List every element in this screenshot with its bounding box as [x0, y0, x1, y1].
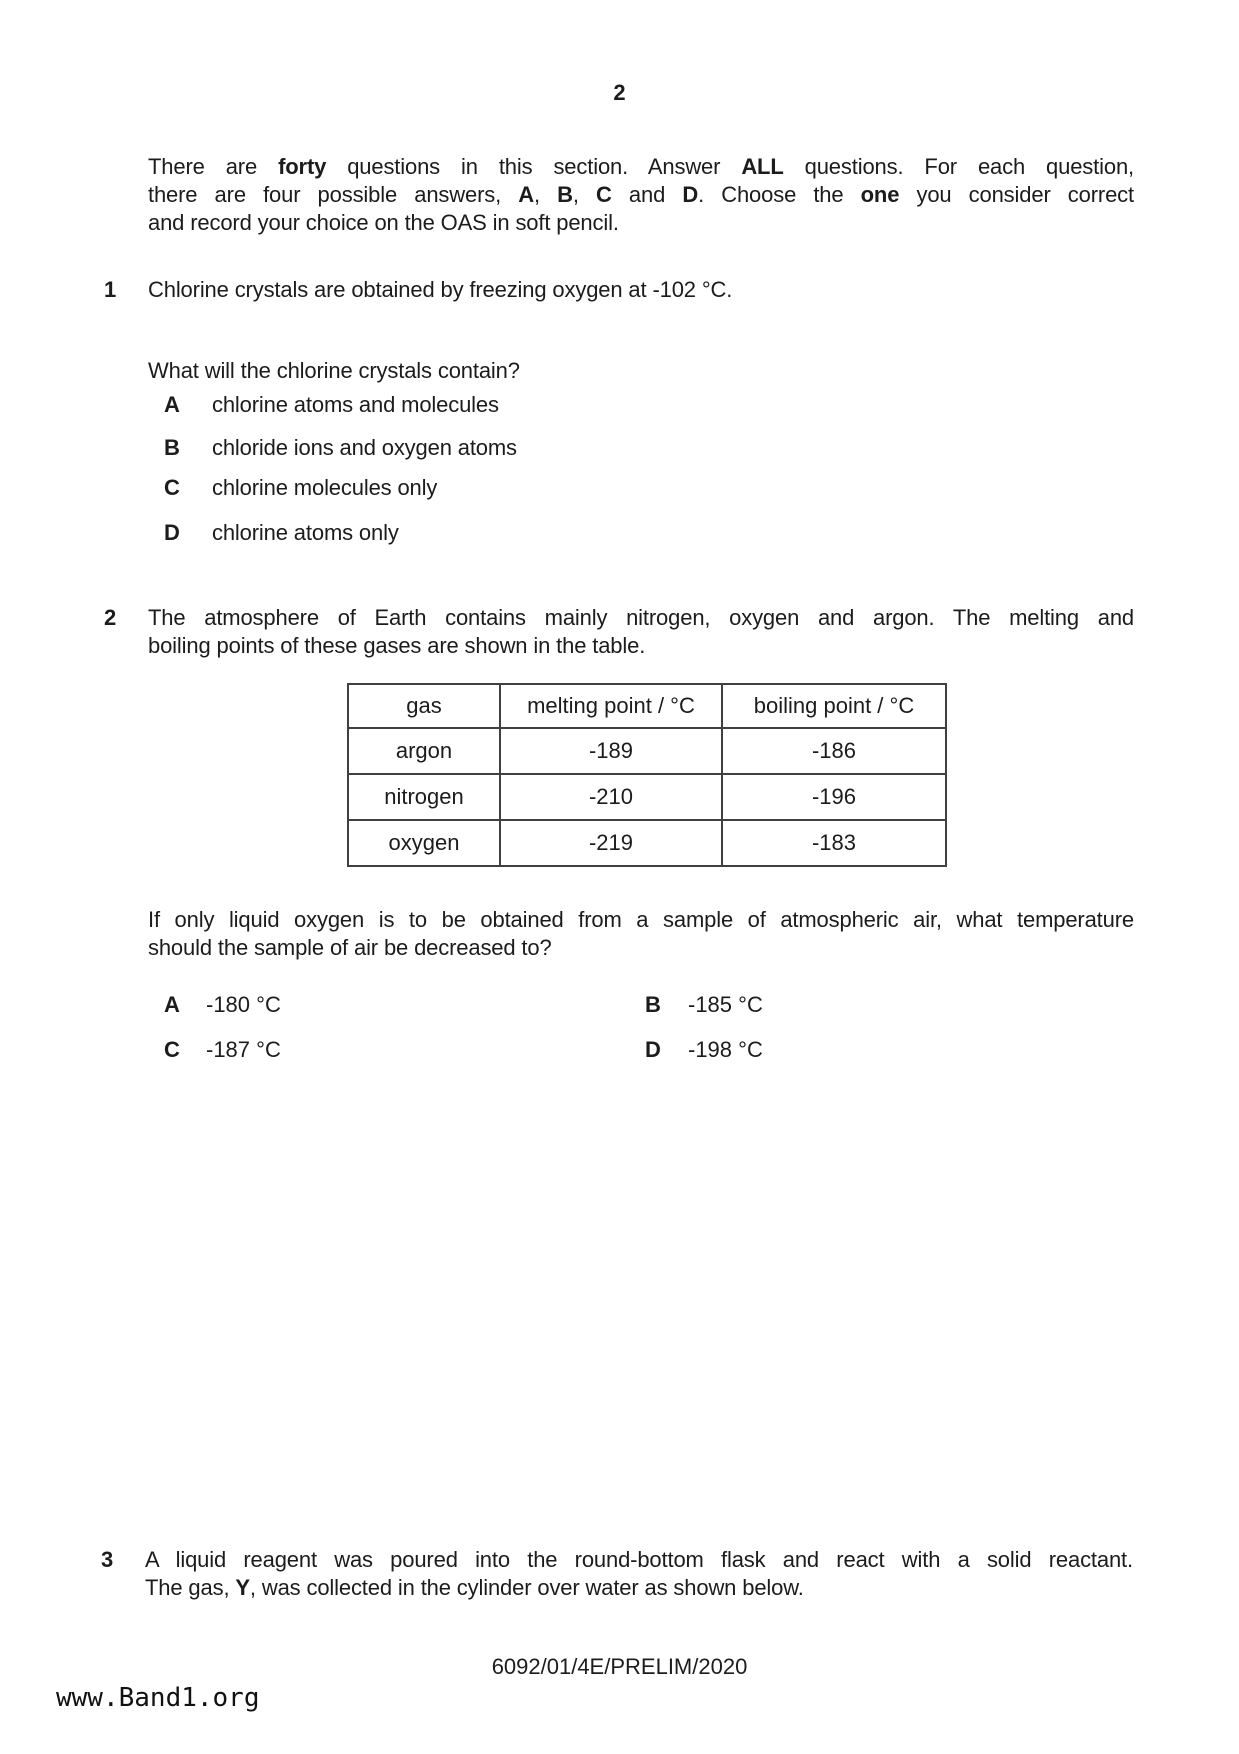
statement-segment: , was collected in the cylinder over water as shown below.	[249, 1575, 804, 1600]
option-letter: B	[164, 435, 180, 460]
cell-melting-point: -189	[500, 728, 722, 774]
instruction-segment: ,	[572, 182, 597, 207]
option-row-b	[164, 434, 517, 462]
instruction-segment: questions in this section. Answer	[326, 154, 742, 179]
instruction-segment: ,	[533, 182, 558, 207]
statement-segment: The gas,	[145, 1575, 236, 1600]
instruction-bold-all: ALL	[741, 154, 784, 179]
question-1-text: Chlorine crystals are obtained by freezing oxygen at -102 °C.	[148, 277, 733, 302]
instructions-line-2	[148, 181, 1134, 209]
option-text: chlorine molecules only	[212, 475, 438, 500]
instruction-bold-d: D	[682, 182, 699, 207]
option-row-c	[164, 474, 437, 502]
option-text: chlorine atoms only	[212, 520, 399, 545]
option-letter: A	[164, 392, 180, 417]
instruction-bold-c: C	[596, 182, 612, 207]
statement-bold-y: Y	[235, 1575, 250, 1600]
instructions-line-1	[148, 153, 1134, 181]
page-number: 2	[613, 80, 626, 105]
section-instructions	[148, 153, 1134, 237]
option-letter-d: D	[645, 1037, 661, 1062]
instructions-line-3: and record your choice on the OAS in soft pencil.	[148, 210, 619, 235]
question-2-prompt	[148, 906, 1134, 962]
instruction-bold-one: one	[860, 182, 900, 207]
option-value-d: -198 °C	[688, 1037, 763, 1062]
table-row-nitrogen	[348, 774, 946, 820]
cell-melting-point: -219	[500, 820, 722, 866]
question-2-prompt-line-2: should the sample of air be decreased to?	[148, 935, 552, 960]
option-value-c: -187 °C	[206, 1037, 281, 1062]
question-2-statement-line-1: The atmosphere of Earth contains mainly nitrogen, oxygen and argon. The melting and	[148, 605, 1134, 630]
instruction-segment: There are	[148, 154, 279, 179]
question-3-number: 3	[101, 1547, 114, 1572]
question-1-number: 1	[104, 277, 117, 302]
table-header-boiling-point: boiling point / °C	[722, 684, 946, 728]
instruction-bold-forty: forty	[278, 154, 327, 179]
option-text: chlorine atoms and molecules	[212, 392, 499, 417]
paper-code-footer: 6092/01/4E/PRELIM/2020	[491, 1654, 748, 1679]
table-header-row	[348, 684, 946, 728]
option-letter: C	[164, 475, 180, 500]
option-value-a: -180 °C	[206, 992, 281, 1017]
cell-boiling-point: -196	[722, 774, 946, 820]
option-row-d	[164, 519, 399, 547]
question-2-statement-line-2: boiling points of these gases are shown in the table.	[148, 633, 646, 658]
watermark-url: www.Band1.org	[56, 1683, 260, 1713]
question-2-prompt-line-1: If only liquid oxygen is to be obtained from a sample of atmospheric air, what temperature	[148, 907, 1134, 932]
option-row-a	[164, 391, 499, 419]
instruction-segment: and	[611, 182, 683, 207]
instruction-segment: you consider correct	[899, 182, 1134, 207]
question-1-prompt: What will the chlorine crystals contain?	[148, 358, 520, 383]
table-row-argon	[348, 728, 946, 774]
option-letter-b: B	[645, 992, 661, 1017]
option-letter-a: A	[164, 992, 180, 1017]
cell-gas: nitrogen	[348, 774, 500, 820]
melting-boiling-table	[347, 683, 947, 867]
table-header-gas: gas	[348, 684, 500, 728]
instruction-segment: . Choose the	[698, 182, 861, 207]
table-header-melting-point: melting point / °C	[500, 684, 722, 728]
instruction-bold-a: A	[518, 182, 534, 207]
cell-boiling-point: -186	[722, 728, 946, 774]
question-3-statement-line-2	[145, 1574, 1133, 1602]
option-value-b: -185 °C	[688, 992, 763, 1017]
cell-boiling-point: -183	[722, 820, 946, 866]
cell-gas: argon	[348, 728, 500, 774]
question-3-statement-line-1: A liquid reagent was poured into the round-bottom flask and react with a solid reactant.	[145, 1547, 1133, 1572]
question-2-statement	[148, 604, 1134, 660]
cell-melting-point: -210	[500, 774, 722, 820]
question-3-statement	[145, 1546, 1133, 1602]
question-2-number: 2	[104, 605, 117, 630]
question-2-options	[164, 991, 964, 1071]
option-letter: D	[164, 520, 180, 545]
instruction-segment: questions. For each question,	[783, 154, 1134, 179]
cell-gas: oxygen	[348, 820, 500, 866]
table-row-oxygen	[348, 820, 946, 866]
option-letter-c: C	[164, 1037, 180, 1062]
instruction-segment: there are four possible answers,	[148, 182, 519, 207]
option-text: chloride ions and oxygen atoms	[212, 435, 517, 460]
instruction-bold-b: B	[557, 182, 573, 207]
